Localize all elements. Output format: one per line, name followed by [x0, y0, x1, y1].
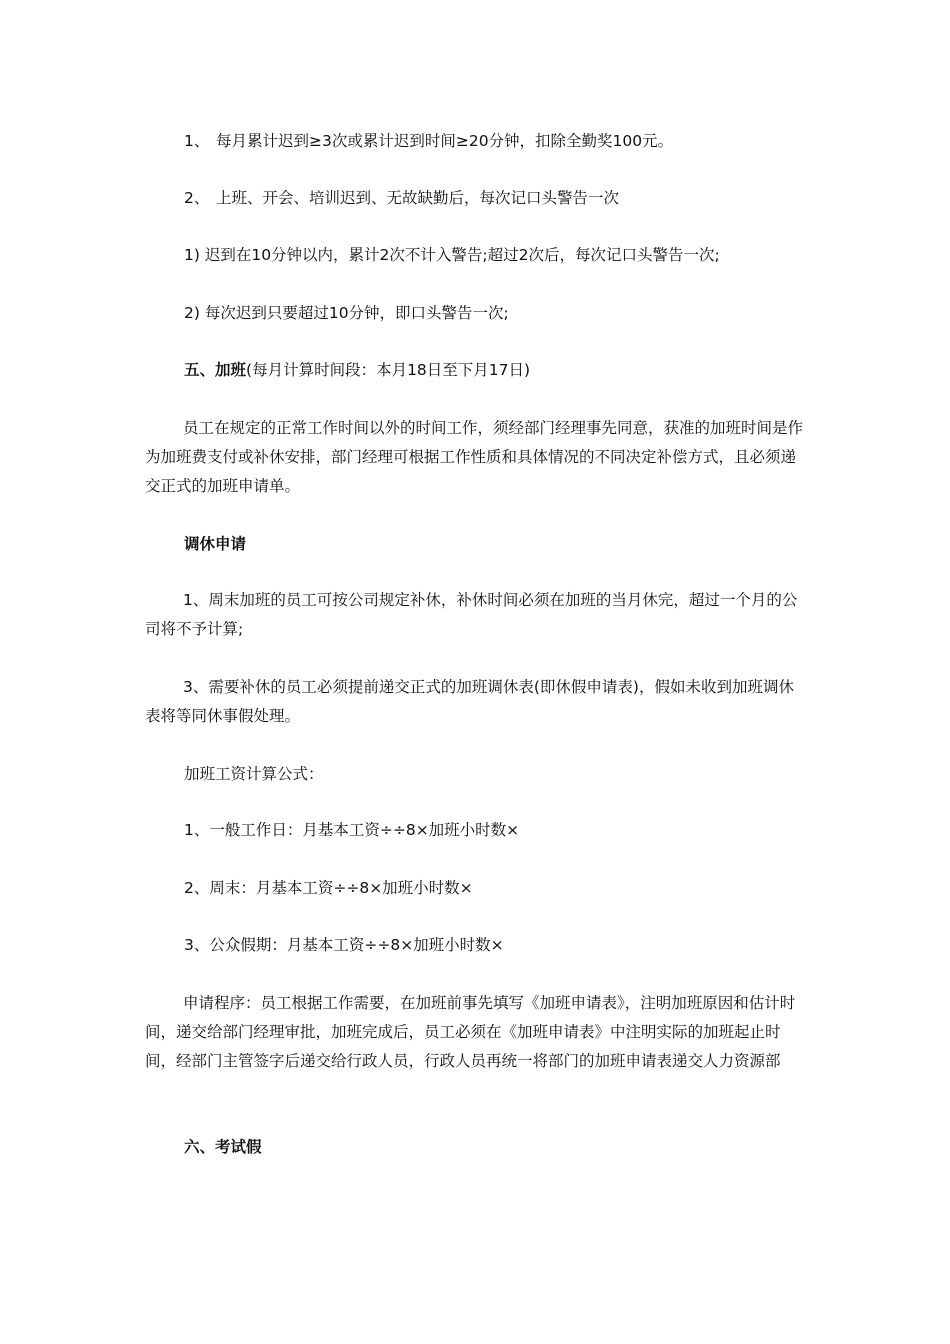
formula-3: 3、公众假期：月基本工资÷÷8×加班小时数×: [184, 936, 504, 954]
item-text: 上班、开会、培训迟到、无故缺勤后，每次记口头警告一次: [216, 189, 620, 207]
item-number: 1、: [184, 132, 210, 150]
item-number: 2、: [184, 189, 210, 207]
procedure-paragraph: 申请程序：员工根据工作需要，在加班前事先填写《加班申请表》，注明加班原因和估计时间，递交给部门经理审批，加班完成后，员工必须在《加班申请表》中注明实际的加班起止时间，经部门主管签字后递交给行政人员，行政人员再统一将部门的加班申请表递交人力资源部: [145, 994, 796, 1070]
leave-rule-1: 1、周末加班的员工可按公司规定补休，补休时间必须在加班的当月休完，超过一个月的公司将不予计算;: [145, 591, 798, 638]
sub-item-1: 1) 迟到在10分钟以内，累计2次不计入警告;超过2次后，每次记口头警告一次;: [184, 246, 720, 264]
leave-rule-3: 3、需要补休的员工必须提前递交正式的加班调休表(即休假申请表)，假如未收到加班调休表将等同休事假处理。: [145, 678, 794, 725]
leave-heading: 调休申请: [184, 535, 247, 553]
item-text: 每月累计迟到≥3次或累计迟到时间≥20分钟，扣除全勤奖100元。: [216, 132, 674, 150]
sub-item-2: 2) 每次迟到只要超过10分钟，即口头警告一次;: [184, 304, 509, 322]
section-6-heading: 六、考试假: [184, 1138, 262, 1156]
formula-2: 2、周末：月基本工资÷÷8×加班小时数×: [184, 879, 473, 897]
rule-item-2: [184, 187, 619, 209]
rule-item-1: [184, 130, 673, 152]
formula-1: 1、一般工作日：月基本工资÷÷8×加班小时数×: [184, 821, 520, 839]
section-title: 五、加班: [184, 361, 247, 379]
section-5-paragraph: 员工在规定的正常工作时间以外的时间工作，须经部门经理事先同意，获准的加班时间是作为加班费支付或补休安排，部门经理可根据工作性质和具体情况的不同决定补偿方式，且必须递交正式的加班申请单。: [145, 419, 804, 495]
formula-heading: 加班工资计算公式：: [184, 765, 324, 783]
section-note: (每月计算时间段：本月18日至下月17日): [246, 361, 531, 379]
section-5-heading: [184, 359, 530, 381]
